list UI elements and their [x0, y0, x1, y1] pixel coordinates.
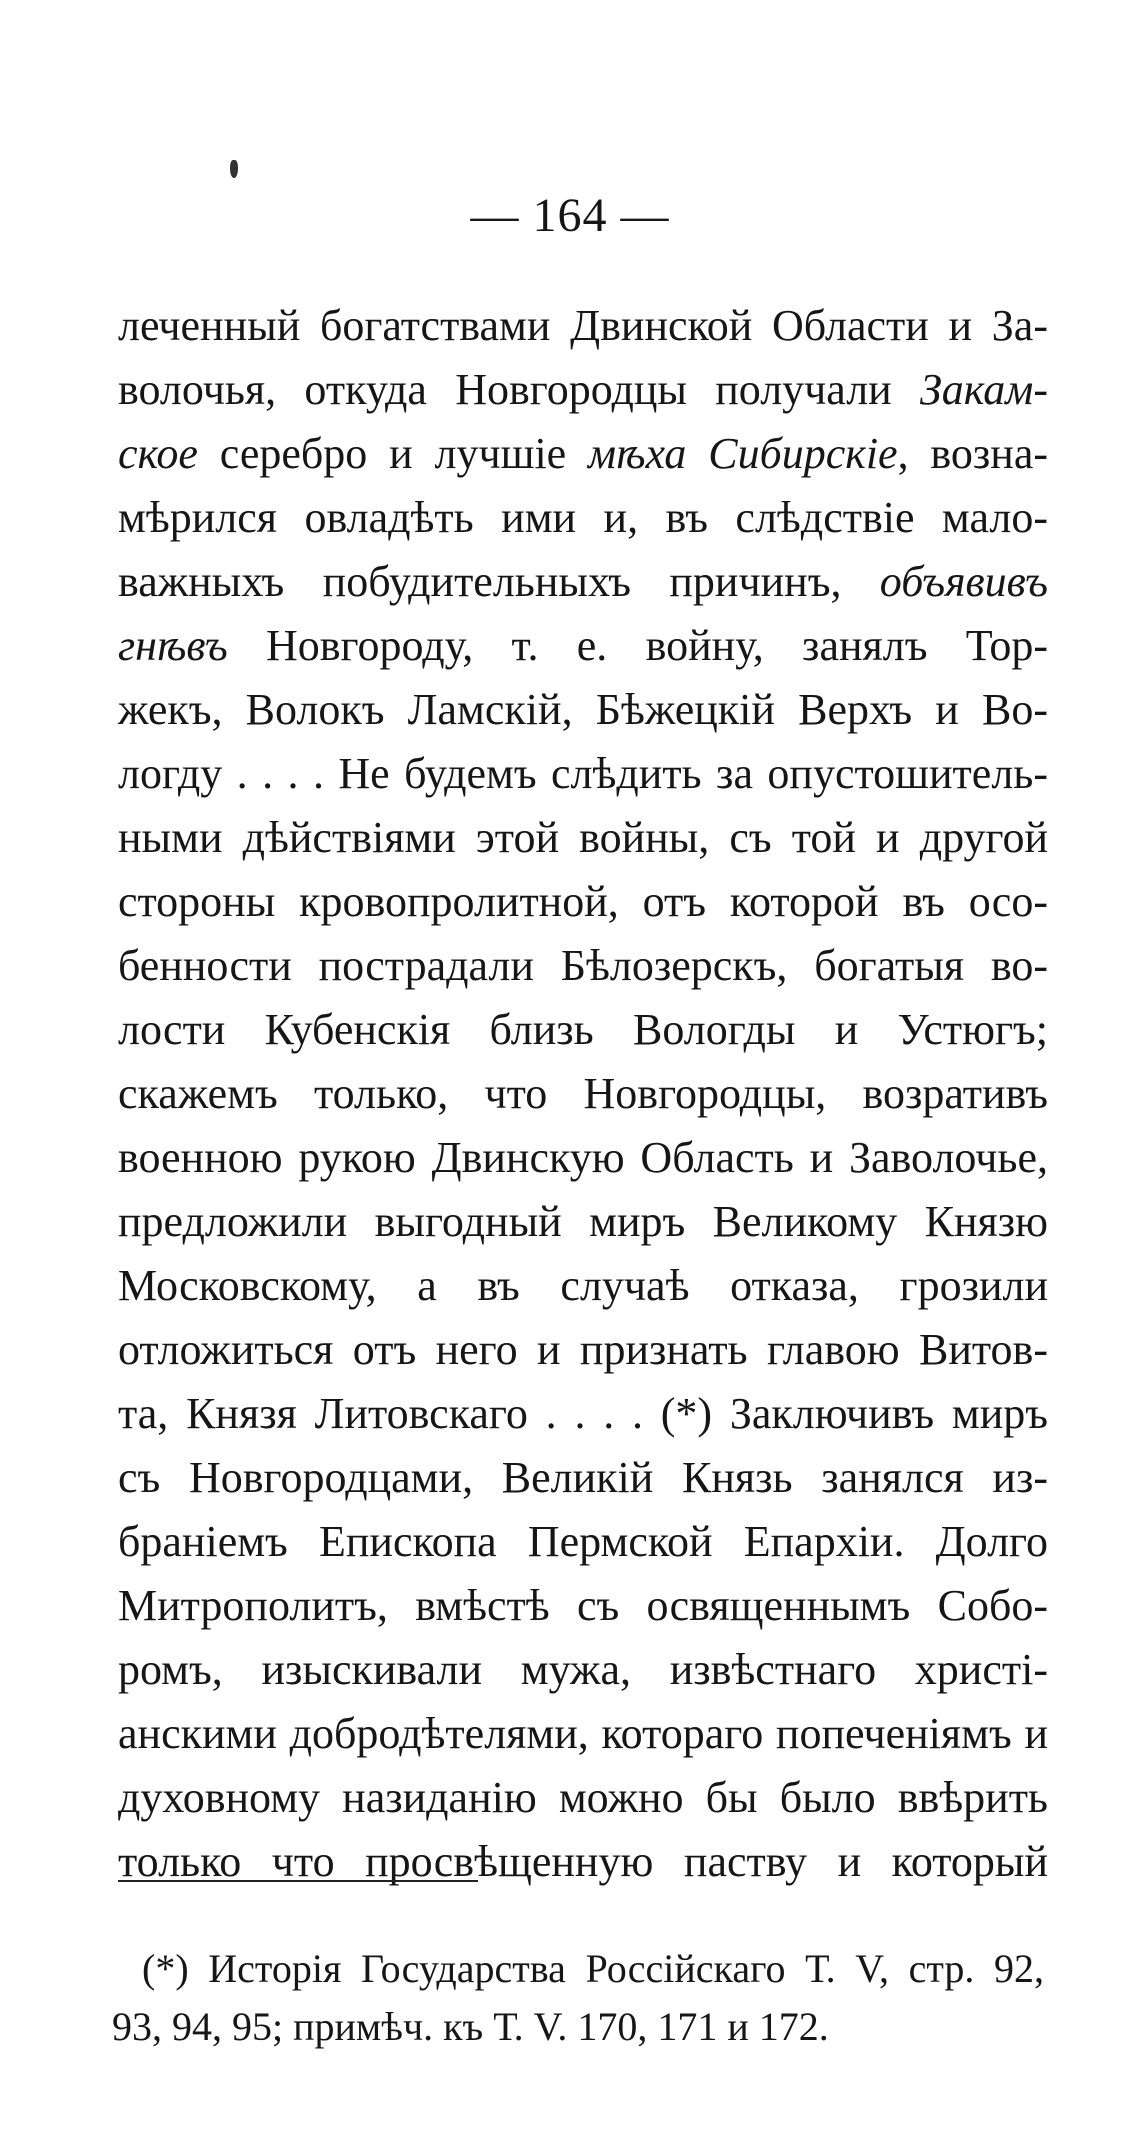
italic-text: мѣха Сибирскіе	[588, 429, 898, 478]
ink-speck	[230, 160, 238, 178]
footnote-line: 93, 94, 95; примѣч. къ Т. V. 170, 171 и 172.	[112, 2004, 829, 2049]
text-line: ромъ, изыскивали мужа, извѣстнаго христі-	[118, 1645, 1048, 1694]
text-line: отложиться отъ него и признать главою Витов-	[118, 1325, 1048, 1374]
page-number: — 164 —	[470, 189, 670, 242]
text-line: скажемъ только, что Новгородцы, возративъ	[118, 1069, 1048, 1118]
text-line: жекъ, Волокъ Ламскій, Бѣжецкій Верхъ и Во-	[118, 685, 1048, 734]
text-line: мѣрился овладѣть ими и, въ слѣдствіе мало-	[118, 493, 1048, 542]
text-line: бенности пострадали Бѣлозерскъ, богатыя во-	[118, 941, 1048, 990]
text-line: браніемъ Епископа Пермской Епархіи. Долго	[118, 1517, 1048, 1566]
text-line: та, Князя Литовскаго . . . . (*) Заключивъ миръ	[118, 1389, 1048, 1438]
footnote-line: (*) Исторія Государства Россійскаго Т. V, стр. 92,	[142, 1946, 1044, 1991]
text-line: важныхъ побудительныхъ причинъ, объявивъ	[118, 557, 1048, 606]
italic-text: объявивъ	[879, 557, 1048, 606]
text-line: леченный богатствами Двинской Области и За-	[118, 301, 1048, 350]
text-line: ными дѣйствіями этой войны, съ той и другой	[118, 813, 1048, 862]
text-line: Митрополитъ, вмѣстѣ съ освященнымъ Собо-	[118, 1581, 1048, 1630]
text-line: только что просвѣщенную паству и который	[118, 1837, 1048, 1886]
text-line: Московскому, а въ случаѣ отказа, грозили	[118, 1261, 1048, 1310]
text-line: предложили выгодный миръ Великому Князю	[118, 1197, 1048, 1246]
footnote	[112, 1940, 1044, 2056]
text-line: военною рукою Двинскую Область и Заволочье,	[118, 1133, 1048, 1182]
text-line: волочья, откуда Новгородцы получали Закам-	[118, 365, 1048, 414]
text-line: съ Новгородцами, Великій Князь занялся из-	[118, 1453, 1048, 1502]
text-line: духовному назиданію можно бы было ввѣрить	[118, 1773, 1048, 1822]
text-line: логду . . . . Не будемъ слѣдить за опустошитель-	[118, 749, 1048, 798]
italic-text: гнѣвъ	[118, 621, 228, 670]
italic-text: ское	[118, 429, 198, 478]
text-line: стороны кровопролитной, отъ которой въ осо-	[118, 877, 1048, 926]
footnote-separator	[118, 1880, 478, 1882]
body-text	[118, 294, 1048, 1894]
text-line: анскими добродѣтелями, котораго попеченіямъ и	[118, 1709, 1048, 1758]
text-line: лости Кубенскія близь Вологды и Устюгъ;	[118, 1005, 1048, 1054]
italic-text: Закам-	[919, 365, 1048, 414]
text-line: ское серебро и лучшіе мѣха Сибирскіе, возна-	[118, 429, 1049, 478]
text-line: гнѣвъ Новгороду, т. е. войну, занялъ Тор-	[118, 621, 1048, 670]
